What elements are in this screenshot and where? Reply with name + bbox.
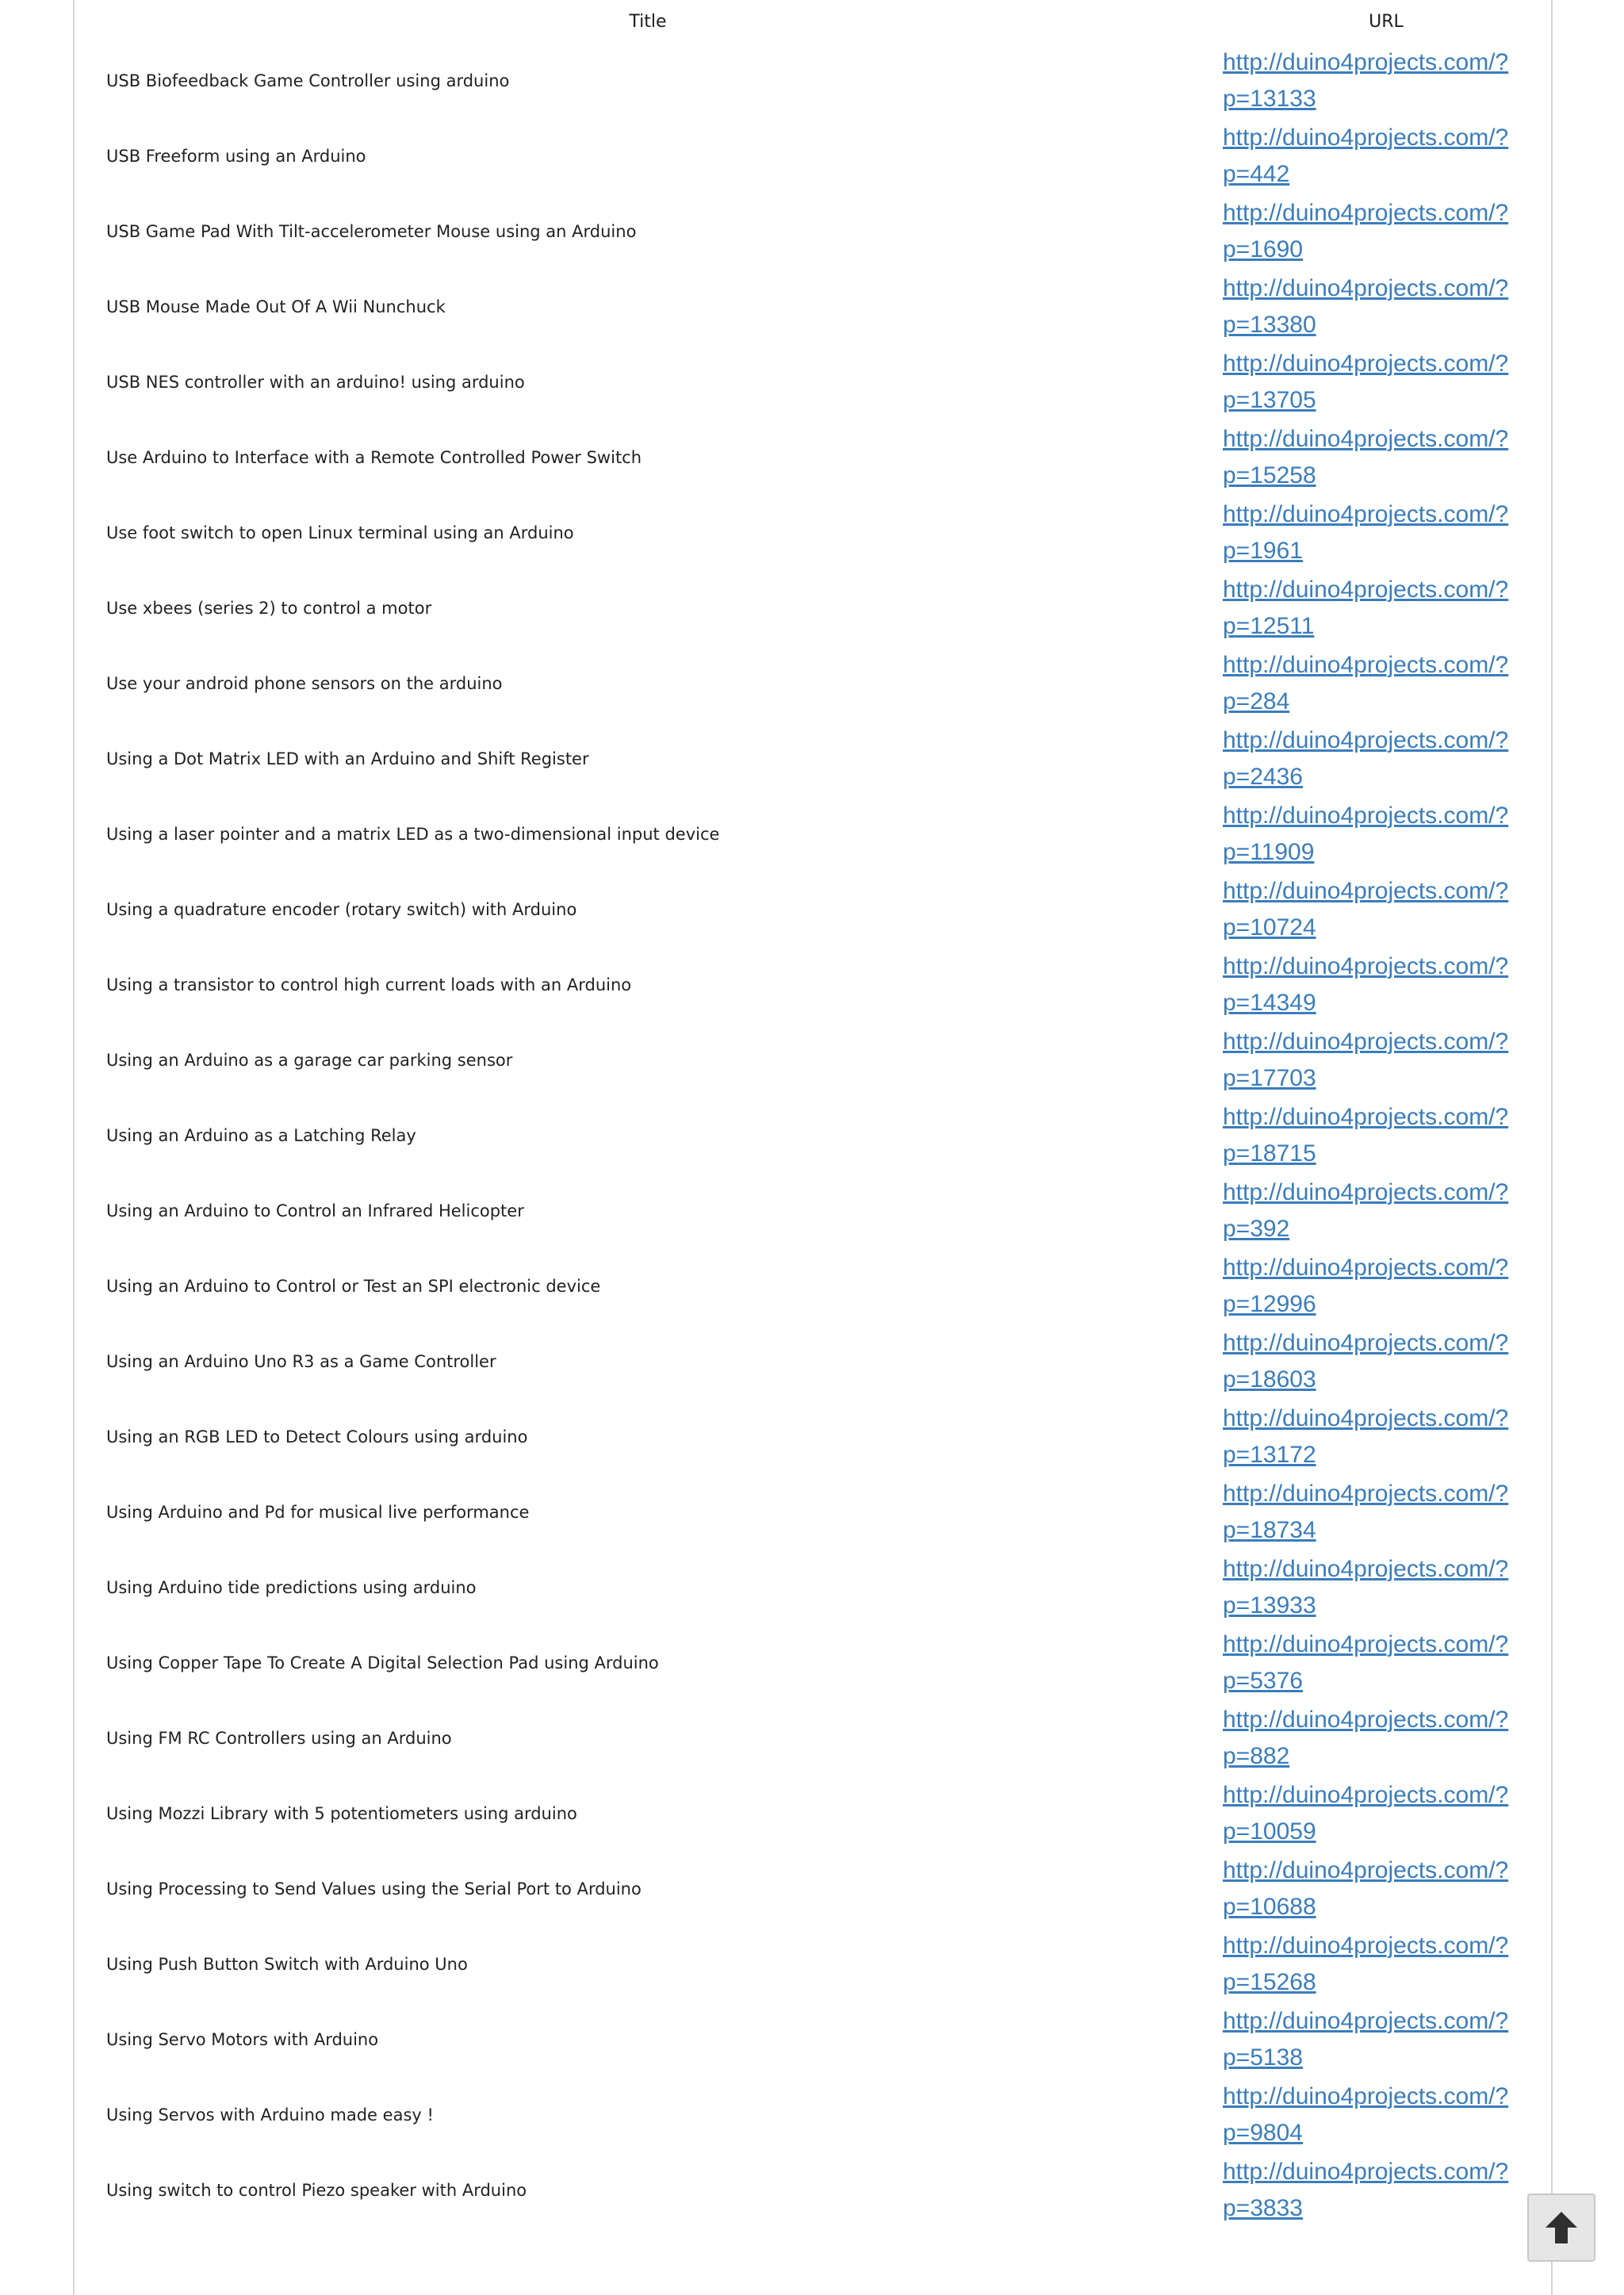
project-url-link[interactable]: http://duino4projects.com/?p=442 [1223,124,1509,187]
project-url-link[interactable]: http://duino4projects.com/?p=11909 [1223,802,1509,865]
project-url-cell [1221,872,1551,947]
project-url-cell [1221,1926,1551,2002]
table-row [75,344,1551,420]
project-url-link[interactable]: http://duino4projects.com/?p=1690 [1223,199,1509,262]
project-title: USB Biofeedback Game Controller using arduino [106,71,510,90]
project-url-cell [1221,1474,1551,1550]
project-url-cell [1221,420,1551,495]
table-row [75,1098,1551,1173]
table-row [75,872,1551,947]
table-header-row [75,0,1551,43]
table-row [75,721,1551,796]
project-title: Using an RGB LED to Detect Colours using arduino [106,1427,528,1446]
project-title: Using a quadrature encoder (rotary switch) with Arduino [106,899,577,919]
table-body [75,43,1551,2228]
project-url-cell [1221,796,1551,872]
project-url-cell [1221,269,1551,344]
project-url-cell [1221,721,1551,796]
table-row [75,2077,1551,2152]
project-title: Using Servos with Arduino made easy ! [106,2105,434,2125]
project-url-cell [1221,1625,1551,1700]
project-url-link[interactable]: http://duino4projects.com/?p=392 [1223,1178,1509,1242]
project-title: USB Mouse Made Out Of A Wii Nunchuck [106,297,446,316]
project-url-cell [1221,646,1551,721]
project-url-link[interactable]: http://duino4projects.com/?p=10059 [1223,1781,1509,1845]
project-url-link[interactable]: http://duino4projects.com/?p=1961 [1223,500,1509,564]
project-url-cell [1221,1776,1551,1851]
project-url-cell [1221,118,1551,193]
project-url-link[interactable]: http://duino4projects.com/?p=5376 [1223,1630,1509,1694]
project-title: Using Copper Tape To Create A Digital Selection Pad using Arduino [106,1653,659,1672]
table-row [75,570,1551,646]
project-url-link[interactable]: http://duino4projects.com/?p=9804 [1223,2082,1509,2146]
project-url-cell [1221,1324,1551,1399]
project-url-link[interactable]: http://duino4projects.com/?p=882 [1223,1706,1509,1769]
table-row [75,2152,1551,2228]
table-row [75,420,1551,495]
project-url-cell [1221,43,1551,118]
table-row [75,1324,1551,1399]
project-title: Using an Arduino as a garage car parking sensor [106,1050,513,1070]
table-row [75,1625,1551,1700]
project-title: Use Arduino to Interface with a Remote Controlled Power Switch [106,447,642,467]
project-url-cell [1221,1248,1551,1324]
table-row [75,1776,1551,1851]
project-url-link[interactable]: http://duino4projects.com/?p=3833 [1223,2158,1509,2221]
project-url-link[interactable]: http://duino4projects.com/?p=10688 [1223,1856,1509,1920]
table-row [75,1248,1551,1324]
project-title: Using Arduino and Pd for musical live performance [106,1502,530,1522]
project-url-link[interactable]: http://duino4projects.com/?p=18603 [1223,1329,1509,1393]
project-title: Using an Arduino to Control or Test an SPI electronic device [106,1276,601,1296]
project-title: Using a transistor to control high current loads with an Arduino [106,975,632,994]
project-title: Using a laser pointer and a matrix LED as a two-dimensional input device [106,824,720,844]
project-url-cell [1221,2002,1551,2077]
project-title: USB Game Pad With Tilt-accelerometer Mouse using an Arduino [106,221,637,241]
project-title: Using Push Button Switch with Arduino Uno [106,1954,468,1974]
project-title: Using Mozzi Library with 5 potentiometers using arduino [106,1803,577,1823]
project-url-link[interactable]: http://duino4projects.com/?p=18715 [1223,1103,1509,1167]
scroll-to-top-button[interactable] [1527,2193,1595,2262]
project-title: Using a Dot Matrix LED with an Arduino and Shift Register [106,749,589,768]
table-row [75,796,1551,872]
project-url-link[interactable]: http://duino4projects.com/?p=13133 [1223,48,1509,112]
table-row [75,118,1551,193]
project-title: USB Freeform using an Arduino [106,146,366,166]
project-url-link[interactable]: http://duino4projects.com/?p=12996 [1223,1254,1509,1317]
table-row [75,1700,1551,1776]
project-url-cell [1221,495,1551,570]
project-url-cell [1221,193,1551,269]
project-url-link[interactable]: http://duino4projects.com/?p=13933 [1223,1555,1509,1619]
project-url-link[interactable]: http://duino4projects.com/?p=17703 [1223,1028,1509,1091]
project-title: Use foot switch to open Linux terminal using an Arduino [106,523,574,542]
project-url-cell [1221,1022,1551,1098]
project-title: Using an Arduino as a Latching Relay [106,1125,416,1145]
table-row [75,1550,1551,1625]
project-url-cell [1221,344,1551,420]
project-url-cell [1221,570,1551,646]
project-url-cell [1221,1399,1551,1474]
project-url-cell [1221,1700,1551,1776]
table-row [75,2002,1551,2077]
project-url-link[interactable]: http://duino4projects.com/?p=14349 [1223,952,1509,1016]
table-row [75,1399,1551,1474]
table-row [75,1474,1551,1550]
project-title: Using switch to control Piezo speaker with Arduino [106,2180,527,2200]
project-title: Using FM RC Controllers using an Arduino [106,1728,452,1748]
project-url-link[interactable]: http://duino4projects.com/?p=18734 [1223,1480,1509,1543]
project-url-cell [1221,1173,1551,1248]
table-row [75,43,1551,118]
project-url-link[interactable]: http://duino4projects.com/?p=13380 [1223,274,1509,338]
url-column-header: URL [1369,11,1404,32]
project-url-link[interactable]: http://duino4projects.com/?p=13705 [1223,350,1509,413]
project-title: Using Servo Motors with Arduino [106,2029,379,2049]
table-row [75,495,1551,570]
project-url-cell [1221,2152,1551,2228]
project-url-cell [1221,1550,1551,1625]
table-row [75,1851,1551,1926]
project-url-link[interactable]: http://duino4projects.com/?p=5138 [1223,2007,1509,2071]
projects-table [75,0,1551,2228]
table-row [75,269,1551,344]
table-row [75,1173,1551,1248]
project-url-cell [1221,947,1551,1022]
project-title: USB NES controller with an arduino! using arduino [106,372,525,392]
project-url-link[interactable]: http://duino4projects.com/?p=2436 [1223,726,1509,790]
project-url-link[interactable]: http://duino4projects.com/?p=15258 [1223,425,1509,489]
project-title: Using an Arduino to Control an Infrared Helicopter [106,1201,524,1220]
page-container [73,0,1553,2295]
project-title: Using Processing to Send Values using the Serial Port to Arduino [106,1879,642,1898]
table-row [75,947,1551,1022]
project-url-cell [1221,1851,1551,1926]
project-url-cell [1221,2077,1551,2152]
table-row [75,1926,1551,2002]
project-url-cell [1221,1098,1551,1173]
project-url-link[interactable]: http://duino4projects.com/?p=15268 [1223,1932,1509,1995]
project-title: Use your android phone sensors on the arduino [106,673,503,693]
project-url-link[interactable]: http://duino4projects.com/?p=13172 [1223,1404,1509,1468]
table-row [75,193,1551,269]
title-column-header: Title [629,11,667,32]
table-row [75,1022,1551,1098]
table-row [75,646,1551,721]
project-title: Using Arduino tide predictions using arduino [106,1577,477,1597]
project-url-link[interactable]: http://duino4projects.com/?p=12511 [1223,576,1509,639]
project-url-link[interactable]: http://duino4projects.com/?p=10724 [1223,877,1509,941]
arrow-up-icon [1545,2210,1578,2245]
project-url-link[interactable]: http://duino4projects.com/?p=284 [1223,651,1509,715]
project-title: Use xbees (series 2) to control a motor [106,598,432,618]
project-title: Using an Arduino Uno R3 as a Game Controller [106,1351,496,1371]
